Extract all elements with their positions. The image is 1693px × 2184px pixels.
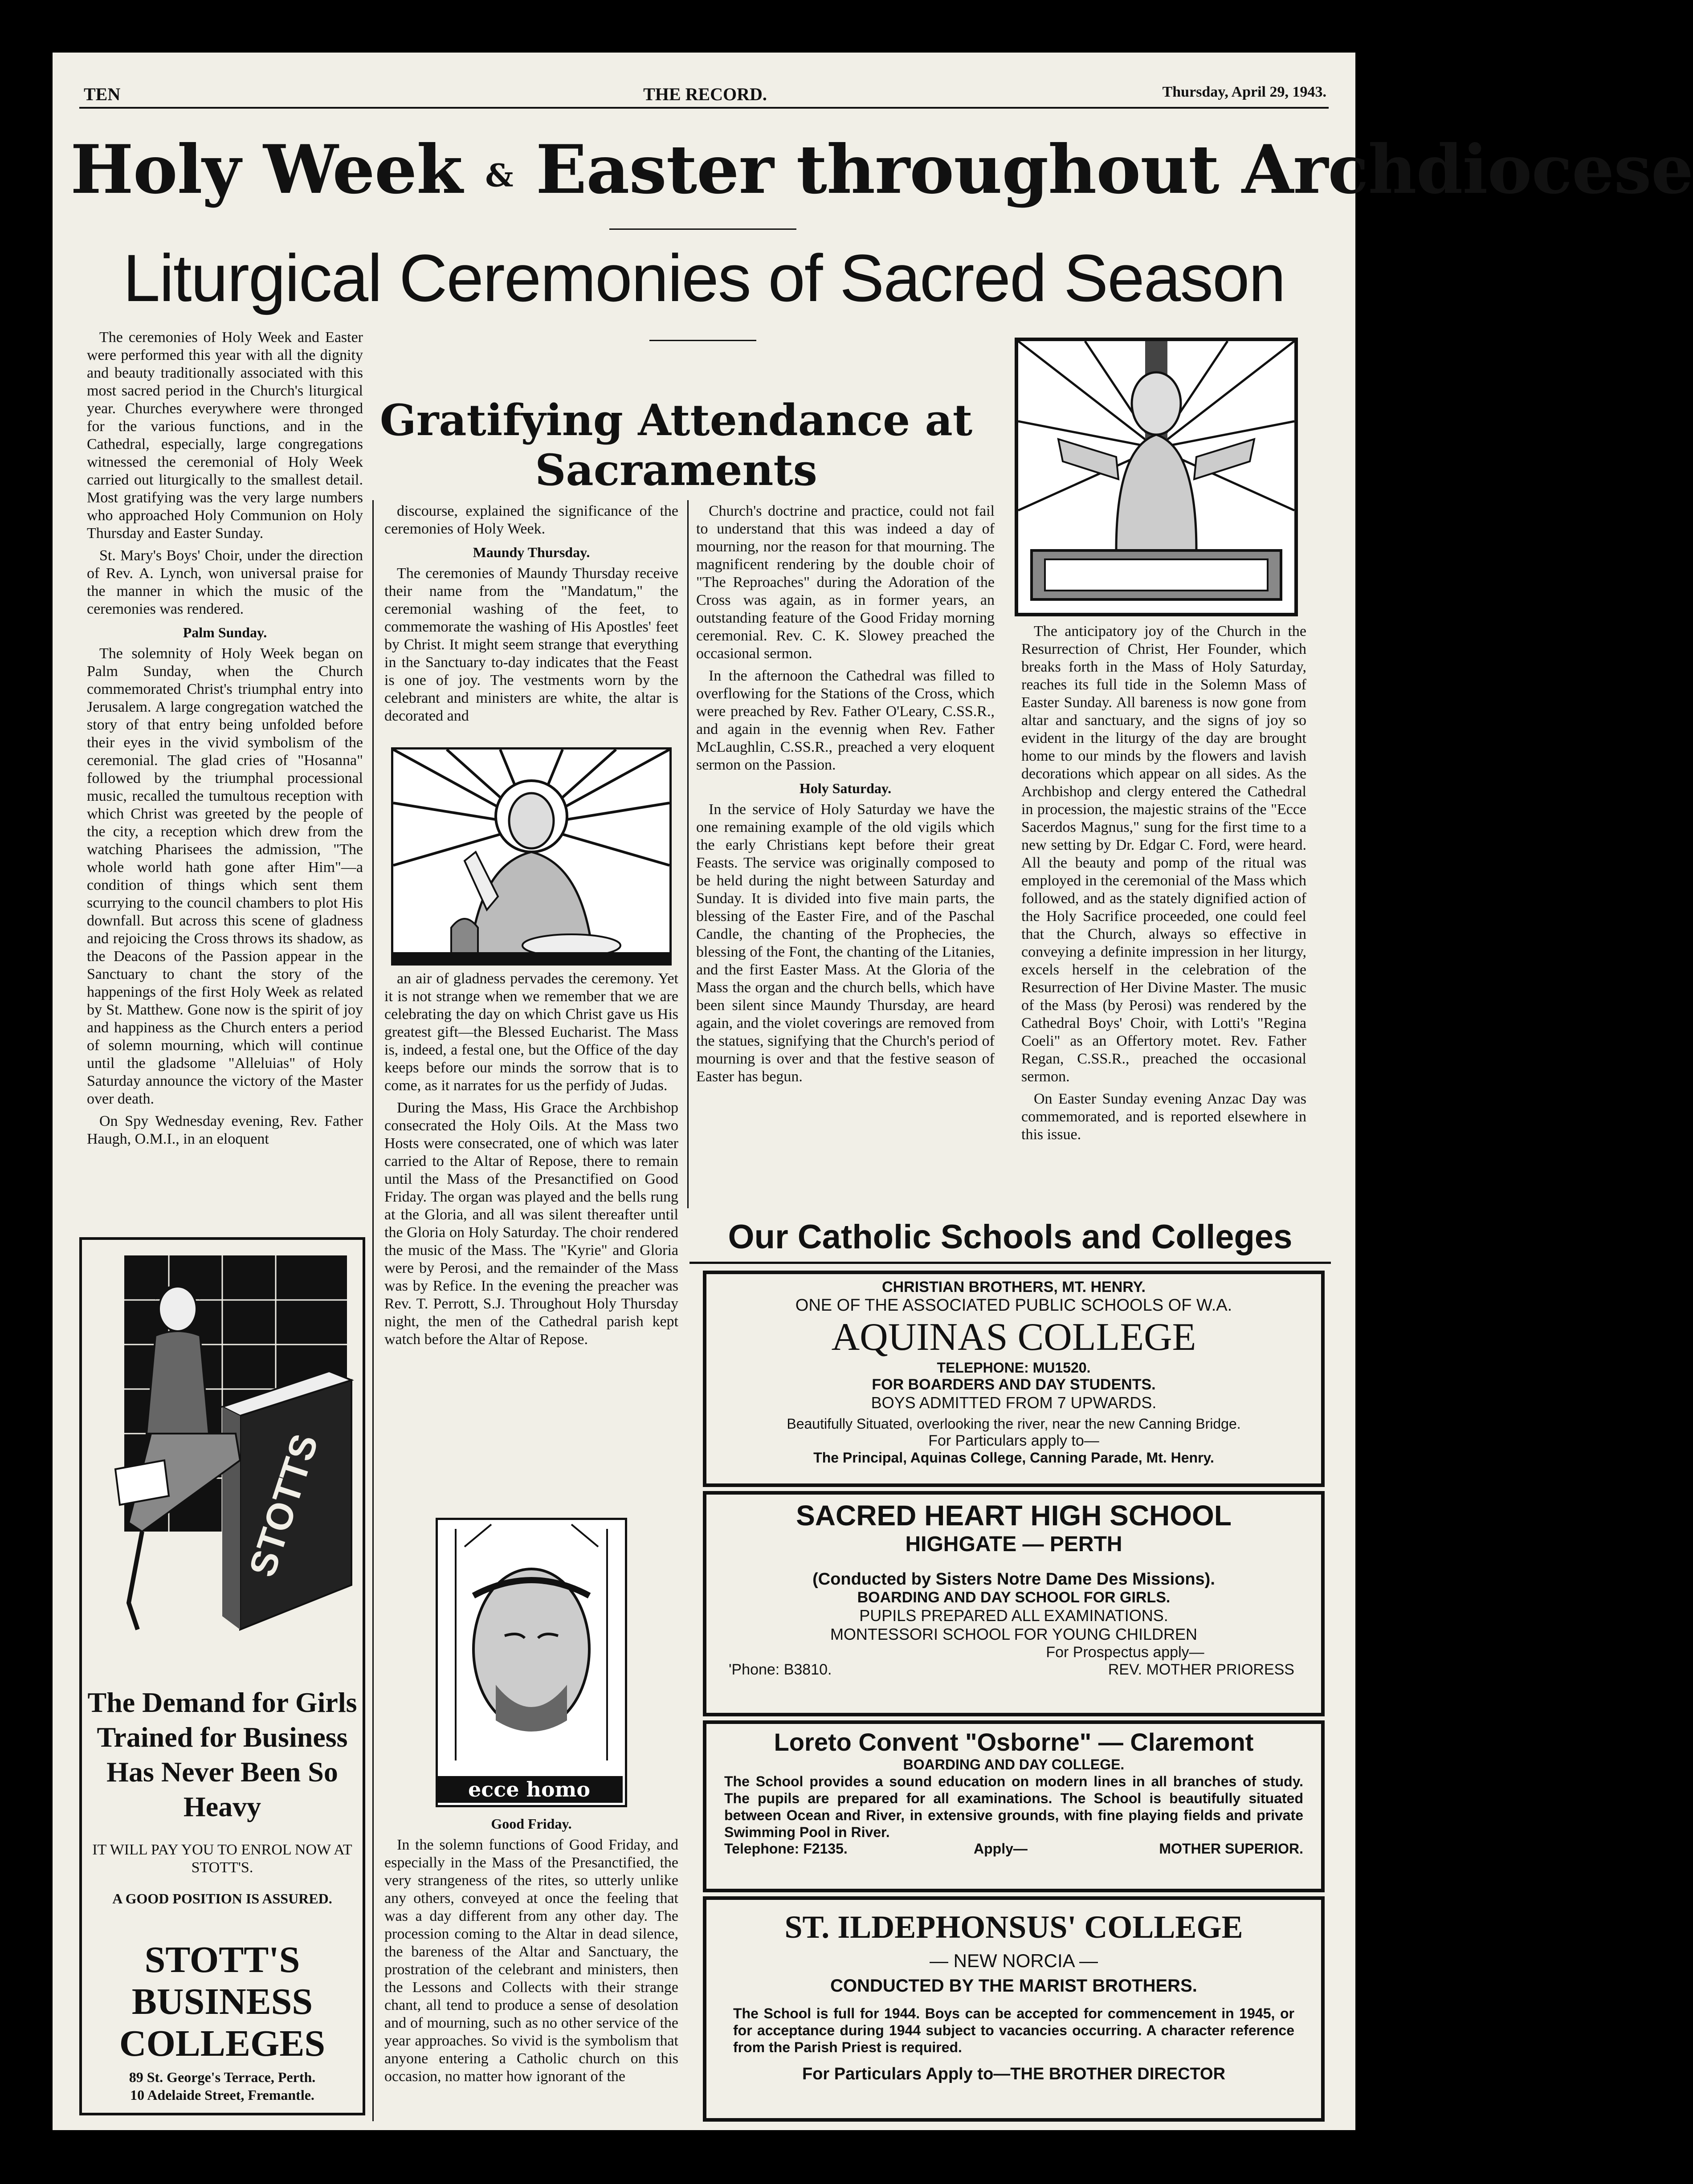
column-4 — [1021, 623, 1306, 1210]
column-1 — [87, 329, 363, 1147]
st-ildephonsus-ad — [703, 1896, 1325, 2122]
stotts-advertisement — [79, 1237, 365, 2115]
column-2-upper — [384, 502, 678, 738]
column-rule — [687, 500, 689, 1208]
loreto-convent-ad — [703, 1720, 1325, 1892]
sacred-heart-line1: (Conducted by Sisters Notre Dame Des Missions). — [812, 1570, 1215, 1589]
aquinas-line5: Beautifully Situated, overlooking the river, near the new Canning Bridge. — [787, 1416, 1241, 1432]
loreto-line1: BOARDING AND DAY COLLEGE. — [903, 1756, 1125, 1772]
headline-part2: Easter throughout Archdiocese — [535, 130, 1693, 209]
sacred-heart-line2: BOARDING AND DAY SCHOOL FOR GIRLS. — [857, 1589, 1171, 1606]
stotts-addresses — [86, 2068, 358, 2104]
figure-ecce-homo — [436, 1518, 627, 1807]
stotts-address-fremantle: 10 Adelaide Street, Fremantle. — [130, 2087, 314, 2103]
ecce-homo-banner: ecce homo — [436, 1776, 623, 1803]
ildephonsus-place: NEW NORCIA — [953, 1950, 1074, 1971]
aquinas-line2: ONE OF THE ASSOCIATED PUBLIC SCHOOLS OF W.A. — [795, 1296, 1232, 1315]
col2-subheading: Maundy Thursday. — [473, 544, 590, 560]
masthead-rule — [79, 107, 1329, 109]
schools-title: Our Catholic Schools and Colleges — [689, 1213, 1331, 1264]
figure-resurrection — [1015, 338, 1298, 616]
column-2-middle — [384, 970, 678, 1518]
masthead — [84, 84, 1326, 106]
column-rule — [372, 500, 374, 2121]
col3-subheading: Holy Saturday. — [799, 780, 892, 796]
col2-paragraph: In the solemn functions of Good Friday, and especially in the Mass of the Presanctified, the very strangeness of the rites, so utterly unlike any others, conveyed at once the feeling that was a day different from any other day. The procession coming to the Altar in dead silence, the bareness of the Altar and Sanctuary, the prostration of the celebrant and ministers, then the Lessons and Collects with their strange chant, all tend to produce a sense of desolation and of mourning, such as no other service of the year approaches. So vivid is the symbolism that anyone entering a Catholic church on this occasion, no matter how ignorant of the — [384, 1837, 678, 2085]
ildephonsus-name: ST. ILDEPHONSUS' COLLEGE — [784, 1909, 1243, 1945]
christ-chalice-illustration — [393, 750, 669, 963]
stotts-illustration — [89, 1247, 356, 1674]
aquinas-line3: FOR BOARDERS AND DAY STUDENTS. — [872, 1376, 1156, 1393]
aquinas-telephone: TELEPHONE: MU1520. — [937, 1360, 1091, 1376]
aquinas-college-ad — [703, 1271, 1325, 1487]
stotts-line2: A GOOD POSITION IS ASSURED. — [112, 1891, 332, 1907]
headline-ampersand: & — [485, 157, 513, 194]
aquinas-line4: BOYS ADMITTED FROM 7 UPWARDS. — [871, 1394, 1157, 1412]
col2-paragraph: During the Mass, His Grace the Archbishop consecrated the Holy Oils. At the Mass two Hosts were consecrated, one of which was later carried to the Altar of Repose, there to remain until the Mass of the Presanctified on Good Friday. The organ was played and the bells rung at the Gloria, and all was silent thereafter until the Gloria on Holy Saturday. The choir rendered the music of the Mass. The "Kyrie" and Gloria were by Perosi, and the remainder of the Mass was by Refice. In the evening the preacher was Rev. T. Perrott, S.J. Throughout Holy Thursday night, the men of the Cathedral parish kept watch before the Altar of Repose. — [384, 1100, 678, 1348]
col4-paragraph: The anticipatory joy of the Church in the Resurrection of Christ, Her Founder, which breaks forth in the Mass of Holy Saturday, reaches its full tide in the Solemn Mass of Easter Sunday. All bareness is now gone from altar and sanctuary, and the signs of joy so evident in the liturgy of the day are brought home to our minds by the flowers and lavish decorations which appear on all sides. As the Archbishop and clergy entered the Cathedral in procession, the majestic strains of the "Ecce Sacerdos Magnus," sung for the first time to a new setting by Dr. Edgar C. Ford, were heard. All the beauty and pomp of the ritual was employed in the ceremonial of the Mass which followed, and as the stately dignified action of the Holy Sacrifice proceeded, one could feel that the Church, always so effective in conveying a definite impression in her liturgy, excels herself in the celebration of the Resurrection of Her Divine Master. The music of the Mass (by Perosi) was rendered by the Cathedral Boys' Choir, with Lotti's "Regina Coeli" as an Offertory motet. Rev. Father Regan, C.SS.R., preached the occasional sermon. — [1021, 623, 1306, 1085]
column-2-lower — [384, 1809, 678, 2121]
col4-paragraph: On Easter Sunday evening Anzac Day was commemorated, and is reported elsewhere in this issue. — [1021, 1091, 1306, 1143]
stotts-address-perth: 89 St. George's Terrace, Perth. — [129, 2069, 316, 2085]
col2-paragraph: discourse, explained the significance of the ceremonies of Holy Week. — [384, 503, 678, 537]
sacred-heart-line5: For Prospectus apply— — [1046, 1644, 1204, 1661]
aquinas-name: AQUINAS COLLEGE — [831, 1316, 1196, 1359]
issue-date: Thursday, April 29, 1943. — [1162, 84, 1326, 100]
subheadline: Liturgical Ceremonies of Sacred Season — [123, 240, 1285, 315]
stotts-name-line3: COLLEGES — [119, 2023, 326, 2064]
subhead-divider — [649, 340, 756, 341]
figure-last-supper — [391, 747, 672, 966]
sacred-heart-line4: MONTESSORI SCHOOL FOR YOUNG CHILDREN — [830, 1625, 1198, 1643]
aquinas-line7: The Principal, Aquinas College, Canning Parade, Mt. Henry. — [813, 1450, 1214, 1466]
aquinas-line1: CHRISTIAN BROTHERS, MT. HENRY. — [882, 1279, 1146, 1296]
stotts-name-line2: BUSINESS — [131, 1981, 313, 2022]
schools-section — [689, 1213, 1331, 2121]
sacred-heart-line3: PUPILS PREPARED ALL EXAMINATIONS. — [859, 1606, 1168, 1625]
paper-name: THE RECORD. — [643, 84, 767, 104]
col1-paragraph: On Spy Wednesday evening, Rev. Father Haugh, O.M.I., in an eloquent — [87, 1113, 363, 1147]
ildephonsus-notice: The School is full for 1944. Boys can be accepted for commencement in 1945, or for acceptance during 1944 subject to vacancies occurring. A character reference from the Parish Priest is required. — [733, 2005, 1294, 2055]
resurrection-illustration — [1018, 341, 1294, 613]
newspaper-page — [53, 53, 1693, 2130]
col2-paragraph: The ceremonies of Maundy Thursday receive their name from the "Mandatum," the ceremonial washing of the feet, to commemorate the washing of His Apostles' feet by Christ. It might seem strange that everything in the Sanctuary to-day indicates that the Feast is one of joy. The vestments worn by the celebrant and ministers are white, the altar is decorated and — [384, 565, 678, 724]
col1-paragraph: The solemnity of Holy Week began on Palm Sunday, when the Church commemorated Christ's triumphal entry into Jerusalem. A large congregation watched the story of that entry being unfolded before their eyes in the vivid symbolism of the ceremonial. The glad cries of "Hosanna" followed by the triumphal processional music, recalled the tumultous reception with which Christ was greeted by the people of the city, a reception which drew from the watching Pharisees the admission, "The whole world hath gone after Him"—a condition of things which sent them scurrying to the council chambers to plot His downfall. But across this scene of gladness and rejoicing the Cross throws its shadow, as the Deacons of the Passion appear in the Sanctuary to chant the story of the happenings of the first Holy Week as related by St. Matthew. Gone now is the spirit of joy and happiness as the Church enters a period of solemn mourning, which will continue until the gladsome "Alleluias" of Holy Saturday announce the victory of the Master over death. — [87, 645, 363, 1107]
col3-paragraph: In the service of Holy Saturday we have the one remaining example of the old vigils which the early Christians kept before their great Feasts. The service was originally composed to be held during the night between Saturday and Sunday. It is divided into five main parts, the blessing of the Easter Fire, and of the Paschal Candle, the chanting of the Prophecies, the blessing of the Font, the chanting of the Litanies, and the first Easter Mass. At the Gloria of the Mass the organ and the church bells, which have been silent since Maundy Thursday, are heard again, and the violet coverings are removed from the statues, signifying that the Church's period of mourning is over and that the festive season of Easter has begun. — [696, 801, 995, 1085]
page-number: TEN — [84, 84, 121, 104]
sacred-heart-name: SACRED HEART HIGH SCHOOL — [796, 1499, 1232, 1532]
stotts-line1: IT WILL PAY YOU TO ENROL NOW AT STOTT'S. — [92, 1842, 352, 1876]
stotts-headline: The Demand for Girls Trained for Business Has Never Been So Heavy — [87, 1687, 357, 1822]
column-3 — [696, 502, 995, 1210]
col3-paragraph: Church's doctrine and practice, could not fail to understand that this was indeed a day of mourning, nor the reason for that mourning. The magnificent rendering by the double choir of "The Reproaches" during the Adoration of the Cross was again, as in former years, an outstanding feature of the Good Friday morning ceremonial. Rev. C. K. Slowey preached the occasional sermon. — [696, 503, 995, 662]
col1-paragraph: St. Mary's Boys' Choir, under the direction of Rev. A. Lynch, won universal praise for the manner in which the music of the ceremonies was rendered. — [87, 547, 363, 617]
sacred-heart-contact: REV. MOTHER PRIORESS — [1108, 1661, 1294, 1678]
col2-paragraph: an air of gladness pervades the ceremony. Yet it is not strange when we remember that we are celebrating the day on which Christ gave us His greatest gift—the Blessed Eucharist. The Mass is, indeed, a festal one, but the Office of the day keeps before our minds the sorrow that is to come, as it narrates for us the perfidy of Judas. — [384, 970, 678, 1094]
aquinas-line6: For Particulars apply to— — [928, 1432, 1099, 1449]
sacred-heart-place: HIGHGATE — PERTH — [905, 1532, 1122, 1556]
main-headline — [70, 130, 1693, 209]
stotts-name — [86, 1939, 358, 2065]
loreto-apply: Apply— — [974, 1841, 1028, 1857]
loreto-phone: Telephone: F2135. — [724, 1841, 848, 1857]
col1-paragraph: The ceremonies of Holy Week and Easter were performed this year with all the dignity and beauty traditionally associated with this most sacred period in the Church's liturgical year. Churches everywhere were thronged for the various functions, and in the Cathedral, especially, large congregations witnessed the ceremonial of Holy Week carried out liturgically to the smallest detail. Most gratifying was the very large numbers who approached Holy Communion on Holy Thursday and Easter Sunday. — [87, 329, 363, 542]
ildephonsus-place-line: — NEW NORCIA — — [929, 1950, 1098, 1971]
headline-divider — [609, 228, 796, 230]
sacred-heart-ad — [703, 1491, 1325, 1716]
ildephonsus-line3: For Particulars Apply to—THE BROTHER DIRECTOR — [802, 2065, 1226, 2083]
col2-subheading: Good Friday. — [491, 1816, 572, 1832]
headline-part1: Holy Week — [70, 130, 463, 209]
loreto-description: The School provides a sound education on modern lines in all branches of study. The pupils are prepared for all examinations. The School is beautifully situated between Ocean and River, in extensive grounds, with fine playing fields and private Swimming Pool in River. — [724, 1773, 1303, 1840]
col3-paragraph: In the afternoon the Cathedral was filled to overflowing for the Stations of the Cross, which were preached by Rev. Father O'Leary, C.SS.R., and again in the evennig when Rev. Father McLaughlin, C.SS.R., preached a very eloquent sermon on the Passion. — [696, 668, 995, 773]
loreto-contact: MOTHER SUPERIOR. — [1159, 1841, 1303, 1857]
stotts-name-line1: STOTT'S — [144, 1939, 300, 1980]
sacred-heart-phone: 'Phone: B3810. — [729, 1661, 832, 1678]
stotts-box-label: STOTTS — [241, 1429, 326, 1582]
crown-of-thorns-illustration — [438, 1520, 625, 1805]
loreto-name: Loreto Convent "Osborne" — Claremont — [774, 1728, 1254, 1756]
ildephonsus-line1: CONDUCTED BY THE MARIST BROTHERS. — [830, 1976, 1197, 1996]
section-headline: Gratifying Attendance at Sacraments — [379, 395, 973, 495]
col1-subheading: Palm Sunday. — [183, 624, 267, 640]
